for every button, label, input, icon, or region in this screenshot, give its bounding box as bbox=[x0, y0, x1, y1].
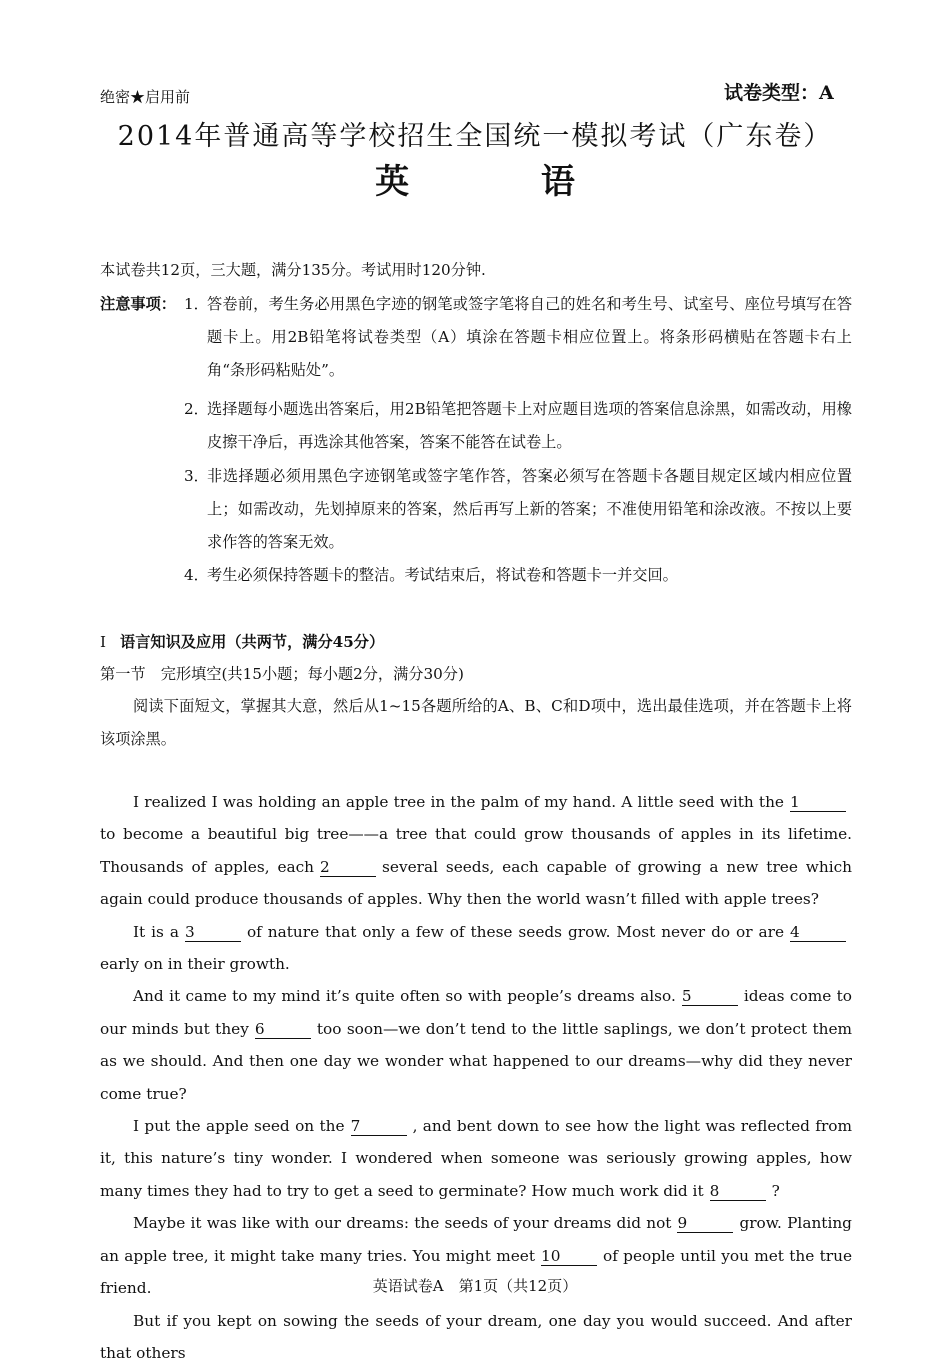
notice-text: 答卷前，考生务必用黑色字迹的钢笔或签字笔将自己的姓名和考生号、试室号、座位号填写在答题卡上。用2B铅笔将试卷类型（A）填涂在答题卡相应位置上。将条形码横贴在答题卡右上角“条形码粘贴处”。 bbox=[207, 288, 852, 387]
notice-text: 选择题每小题选出答案后，用2B铅笔把答题卡上对应题目选项的答案信息涂黑，如需改动，用橡皮擦干净后，再选涂其他答案，答案不能答在试卷上。 bbox=[207, 393, 852, 459]
notice-number: 1． bbox=[184, 288, 209, 321]
passage-paragraph: Maybe it was like with our dreams: the seeds of your dreams did not 9 grow. Planting an apple tree, it might take many tries. You might meet 10 of people until you met the true friend. bbox=[100, 1207, 852, 1304]
notice-number: 4． bbox=[184, 559, 209, 592]
part-title: 第一节 完形填空(共15小题；每小题2分，满分30分) bbox=[100, 658, 464, 691]
paper-type: 试卷类型：A bbox=[724, 78, 834, 105]
intro-text: 本试卷共12页，三大题，满分135分。考试用时120分钟. bbox=[100, 254, 486, 287]
page-footer: 英语试卷A 第1页（共12页） bbox=[0, 1275, 950, 1296]
notice-number: 3． bbox=[184, 460, 209, 493]
section-heading bbox=[100, 626, 384, 659]
section-title: 语言知识及应用（共两节，满分45分） bbox=[120, 633, 384, 651]
blank-6: 6 bbox=[255, 1020, 311, 1039]
notice-item bbox=[184, 393, 852, 459]
passage-paragraph: But if you kept on sowing the seeds of your dream, one day you would succeed. And after that others bbox=[100, 1305, 852, 1369]
blank-7: 7 bbox=[351, 1117, 407, 1136]
blank-1: 1 bbox=[790, 793, 846, 812]
secret-label: 绝密★启用前 bbox=[100, 86, 190, 107]
section-roman-numeral: Ⅰ bbox=[100, 633, 106, 651]
part-instructions: 阅读下面短文，掌握其大意，然后从1~15各题所给的A、B、C和D项中，选出最佳选项，并在答题卡上将该项涂黑。 bbox=[100, 690, 852, 756]
notice-item bbox=[184, 559, 852, 592]
notice-label: 注意事项： bbox=[100, 288, 176, 321]
passage-paragraph: And it came to my mind it’s quite often so with people’s dreams also. 5 ideas come to our minds but they 6 too soon—we don’t tend to the little saplings, we don’t protect them as we should. And then one day we wonder what happened to our dreams—why did they never come true? bbox=[100, 980, 852, 1110]
passage-paragraph: I put the apple seed on the 7 , and bent down to see how the light was reflected from it, this nature’s tiny wonder. I wondered when someone was seriously growing apples, how many times they had to try to get a seed to germinate? How much work did it 8 ? bbox=[100, 1110, 852, 1207]
blank-8: 8 bbox=[710, 1182, 766, 1201]
passage-paragraph: It is a 3 of nature that only a few of these seeds grow. Most never do or are 4early on in their growth. bbox=[100, 916, 852, 981]
subject-title: 英 语 bbox=[0, 154, 950, 203]
notice-text: 非选择题必须用黑色字迹钢笔或签字笔作答，答案必须写在答题卡各题目规定区域内相应位置上；如需改动，先划掉原来的答案，然后再写上新的答案；不准使用铅笔和涂改液。不按以上要求作答的答案无效。 bbox=[207, 460, 852, 559]
notice-text: 考生必须保持答题卡的整洁。考试结束后，将试卷和答题卡一并交回。 bbox=[207, 559, 852, 592]
blank-9: 9 bbox=[677, 1214, 733, 1233]
exam-title: 2014年普通高等学校招生全国统一模拟考试（广东卷） bbox=[0, 114, 950, 153]
blank-3: 3 bbox=[185, 923, 241, 942]
blank-10: 10 bbox=[541, 1247, 597, 1266]
notice-item bbox=[184, 288, 852, 387]
notice-number: 2． bbox=[184, 393, 209, 426]
passage-paragraph: I realized I was holding an apple tree in the palm of my hand. A little seed with the 1to become a beautiful big tree——a tree that could grow thousands of apples in its lifetime. Thousands of apples, each 2 several seeds, each capable of growing a new tree which again could produce thousands of apples. Why then the world wasn’t filled with apple trees? bbox=[100, 786, 852, 916]
blank-5: 5 bbox=[682, 987, 738, 1006]
notice-item bbox=[184, 460, 852, 559]
blank-4: 4 bbox=[790, 923, 846, 942]
blank-2: 2 bbox=[320, 858, 376, 877]
